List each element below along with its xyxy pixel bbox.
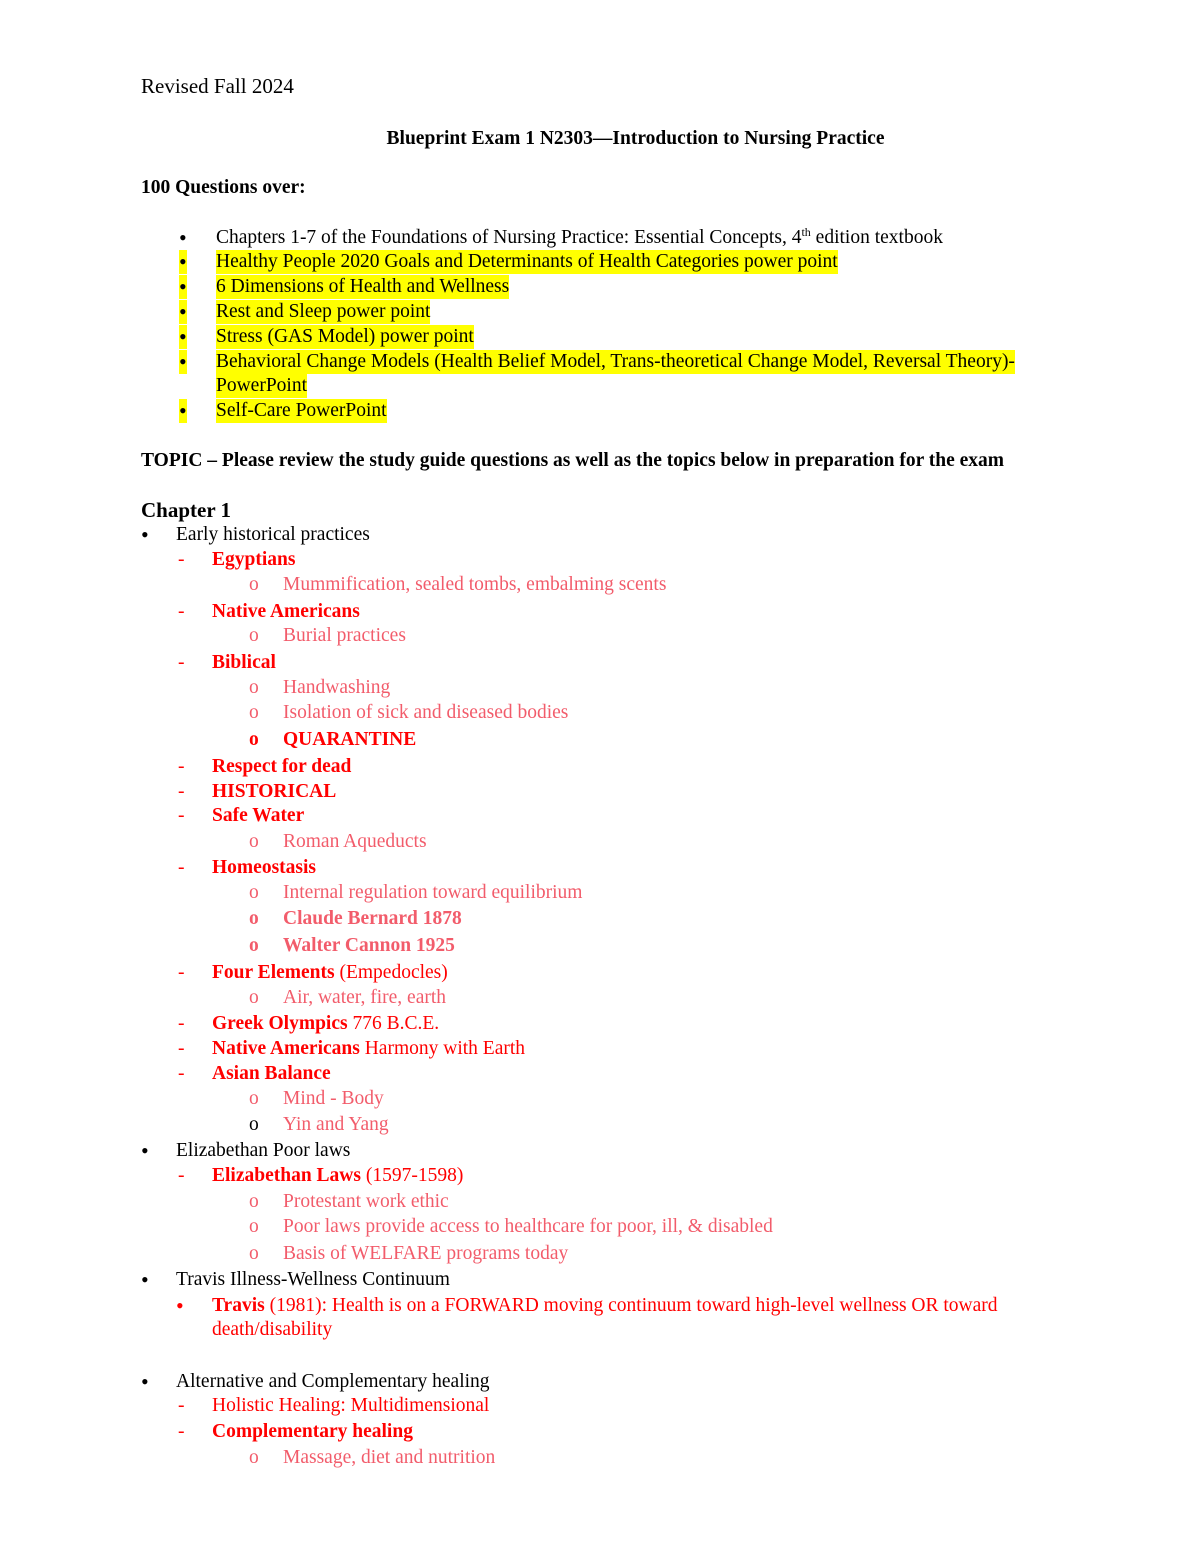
questions-label: 100 Questions over: [141,177,306,198]
circle-bullet-icon: o [249,1243,259,1264]
circle-bullet-icon: o [249,1114,259,1135]
item-air: Air, water, fire, earth [283,987,447,1008]
circle-bullet-icon: o [249,935,259,956]
bullet-icon: • [141,522,149,547]
circle-bullet-icon: o [249,987,259,1008]
source-behavioral-cont: PowerPoint [216,375,308,396]
dash-icon: - [178,1421,185,1442]
item-native-americans: Native Americans [212,601,360,622]
item-mummification: Mummification, sealed tombs, embalming scents [283,574,667,595]
item-greek-bold: Greek Olympics [212,1013,348,1034]
item-asian-balance: Asian Balance [212,1063,331,1084]
circle-bullet-icon: o [249,908,259,929]
item-four-elements-bold: Four Elements [212,962,335,983]
dash-icon: - [178,962,185,983]
item-elizabethan-laws [212,1164,463,1188]
topic-line: TOPIC – Please review the study guide questions as well as the topics below in preparation for the exam [141,450,1005,471]
topic-elizabethan: Elizabethan Poor laws [176,1140,351,1161]
source-healthy-people: Healthy People 2020 Goals and Determinants of Health Categories power point [216,251,838,272]
source-self-care: Self-Care PowerPoint [216,400,387,421]
superscript-th: th [801,225,811,239]
circle-bullet-icon: o [249,574,259,595]
bullet-icon: • [179,274,187,299]
dash-icon: - [178,805,185,826]
circle-bullet-icon: o [249,702,259,723]
dash-icon: - [178,1395,185,1416]
item-travis-rest: (1981): Health is on a FORWARD moving continuum toward high-level wellness OR toward [264,1295,998,1316]
item-greek [212,1012,439,1036]
dash-icon: - [178,1013,185,1034]
dash-icon: - [178,601,185,622]
dash-icon: - [178,549,185,570]
item-yin-yang: Yin and Yang [283,1114,389,1135]
circle-bullet-icon: o [249,1447,259,1468]
dash-icon: - [178,652,185,673]
source-behavioral: Behavioral Change Models (Health Belief Model, Trans-theoretical Change Model, Reversal Theory)- [216,351,1015,372]
circle-bullet-icon: o [249,625,259,646]
item-native-harmony-rest: Harmony with Earth [359,1038,526,1059]
item-biblical: Biblical [212,652,276,673]
bullet-icon: • [179,225,187,250]
item-complementary: Complementary healing [212,1421,413,1442]
item-travis [212,1294,998,1318]
item-internal: Internal regulation toward equilibrium [283,882,583,903]
item-safe-water: Safe Water [212,805,305,826]
circle-bullet-icon: o [249,1216,259,1237]
item-homeostasis: Homeostasis [212,857,316,878]
source-chapters-text: Chapters 1-7 of the Foundations of Nursing Practice: Essential Concepts, 4 [216,227,802,248]
item-walter: Walter Cannon 1925 [283,935,455,956]
item-mind-body: Mind - Body [283,1088,384,1109]
bullet-icon: • [141,1138,149,1163]
bullet-icon: • [179,398,187,423]
source-rest-sleep: Rest and Sleep power point [216,301,431,322]
item-roman: Roman Aqueducts [283,831,427,852]
bullet-icon: • [179,324,187,349]
dash-icon: - [178,1063,185,1084]
circle-bullet-icon: o [249,882,259,903]
topic-early-practices: Early historical practices [176,524,370,545]
dash-icon: - [178,756,185,777]
item-welfare: Basis of WELFARE programs today [283,1243,569,1264]
item-four-elements [212,961,448,985]
item-burial: Burial practices [283,625,406,646]
item-travis-cont: death/disability [212,1319,333,1340]
bullet-icon: • [176,1293,184,1318]
bullet-icon: • [179,349,187,374]
item-elizabethan-bold: Elizabethan Laws [212,1165,361,1186]
item-native-harmony-bold: Native Americans [212,1038,360,1059]
source-stress: Stress (GAS Model) power point [216,326,474,347]
bullet-icon: • [141,1267,149,1292]
item-poor-laws: Poor laws provide access to healthcare for poor, ill, & disabled [283,1216,773,1237]
item-handwashing: Handwashing [283,677,391,698]
item-quarantine: QUARANTINE [283,729,417,750]
item-claude: Claude Bernard 1878 [283,908,462,929]
item-protestant: Protestant work ethic [283,1191,449,1212]
dash-icon: - [178,781,185,802]
page-title: Blueprint Exam 1 N2303—Introduction to Nursing Practice [386,128,885,149]
item-egyptians: Egyptians [212,549,296,570]
item-massage: Massage, diet and nutrition [283,1447,496,1468]
source-dimensions: 6 Dimensions of Health and Wellness [216,276,510,297]
item-travis-bold: Travis [212,1295,265,1316]
item-four-elements-rest: (Empedocles) [334,962,448,983]
dash-icon: - [178,1165,185,1186]
bullet-icon: • [179,249,187,274]
item-isolation: Isolation of sick and diseased bodies [283,702,569,723]
item-respect-dead: Respect for dead [212,756,352,777]
circle-bullet-icon: o [249,677,259,698]
item-native-harmony [212,1037,525,1061]
topic-travis-continuum: Travis Illness-Wellness Continuum [176,1269,450,1290]
topic-alternative: Alternative and Complementary healing [176,1371,490,1392]
circle-bullet-icon: o [249,831,259,852]
item-holistic: Holistic Healing: Multidimensional [212,1395,490,1416]
bullet-icon: • [179,299,187,324]
item-historical: HISTORICAL [212,781,337,802]
bullet-icon: • [141,1369,149,1394]
source-chapters [216,226,943,250]
item-elizabethan-rest: (1597-1598) [360,1165,464,1186]
item-greek-rest: 776 B.C.E. [347,1013,440,1034]
source-chapters-tail: edition textbook [810,227,943,248]
circle-bullet-icon: o [249,1088,259,1109]
dash-icon: - [178,1038,185,1059]
circle-bullet-icon: o [249,1191,259,1212]
revised-date: Revised Fall 2024 [141,74,294,98]
chapter-heading: Chapter 1 [141,498,232,522]
circle-bullet-icon: o [249,729,259,750]
dash-icon: - [178,857,185,878]
